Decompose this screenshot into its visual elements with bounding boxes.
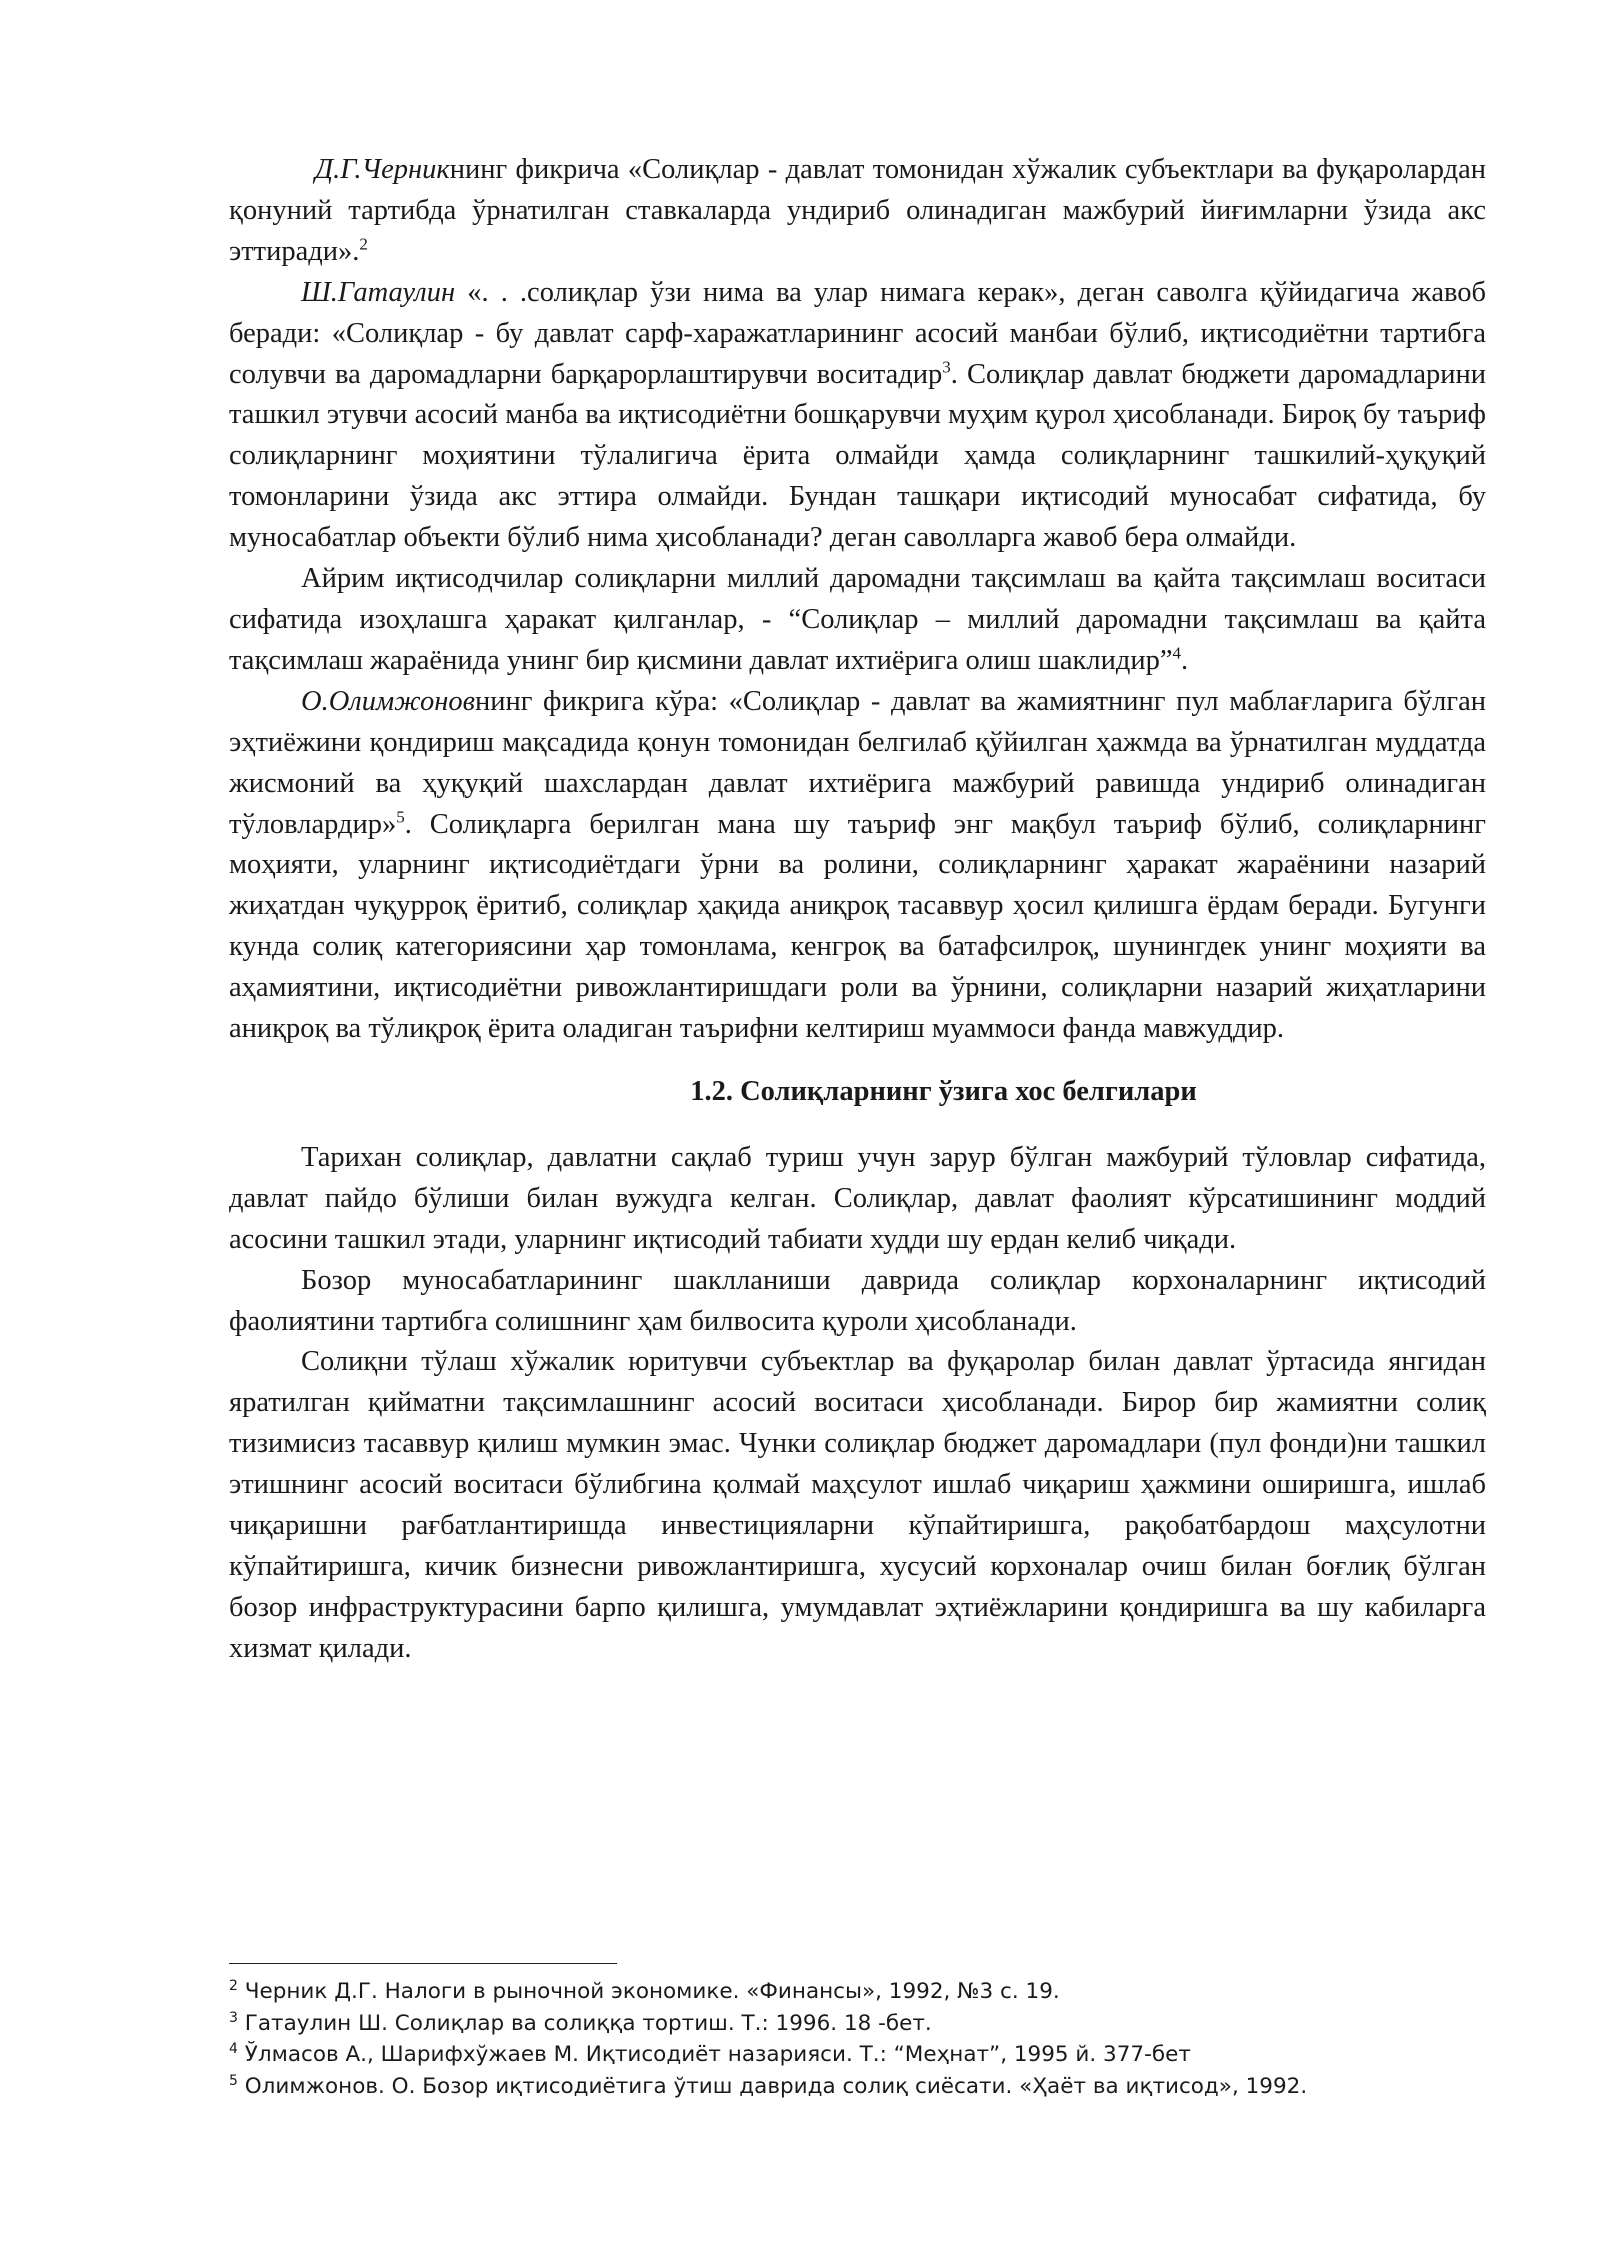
paragraph-text: нинг фикрига кўра: «Солиқлар - давлат ва жамиятнинг пул маблағларига бўлган эҳтиёжини қондириш мақсадида қонун томонидан белгилаб қўйилган ҳажмда ва ўрнатилган муддатда жисмоний ва ҳуқуқий шахслардан давлат ихтиёрига мажбурий равишда ундириб олинадиган тўловлардир» — [229, 685, 1486, 840]
footnote-3 — [229, 2008, 1486, 2040]
paragraph-section-1: Тарихан солиқлар, давлатни сақлаб туриш учун зарур бўлган мажбурий тўловлар сифатида, давлат пайдо бўлиши билан вужудга келган. Солиқлар, давлат фаолият кўрсатишининг моддий асосини ташкил этади, уларнинг иқтисодий табиати худди шу ердан келиб чиқади. — [229, 1141, 1486, 1255]
footnote-text: Гатаулин Ш. Солиқлар ва солиққа тортиш. Т.: 1996. 18 -бет. — [237, 2010, 932, 2036]
section-heading: 1.2. Солиқларнинг ўзига хос белгилари — [690, 1075, 1197, 1107]
paragraph-olimjonov — [229, 682, 1486, 1050]
footnote-number: 2 — [229, 1977, 238, 1994]
footnote-ref-3[interactable]: 3 — [942, 357, 951, 377]
author-name-gataulin: Ш.Гатаулин — [301, 276, 456, 308]
footnote-number: 4 — [229, 2040, 238, 2057]
spacer — [229, 1112, 1486, 1138]
author-name-olimjonov: О.Олимжонов — [301, 685, 475, 717]
paragraph-section-3: Солиқни тўлаш хўжалик юритувчи субъектлар ва фуқаролар билан давлат ўртасида янгидан яратилган қийматни тақсимлашнинг асосий воситаси ҳисобланади. Бирор бир жамиятни солиқ тизимисиз тасаввур қилиш мумкин эмас. Чунки солиқлар бюджет даромадлари (пул фонди)ни ташкил этишнинг асосий воситаси бўлибгина қолмай маҳсулот ишлаб чиқариш ҳажмини оширишга, ишлаб чиқаришни рағбатлантиришда инвестицияларни кўпайтиришга, рақобатбардош маҳсулотни кўпайтиришга, кичик бизнесни ривожлантиришга, хусусий корхоналар очиш билан боғлиқ бўлган бозор инфраструктурасини барпо қилишга, умумдавлат эҳтиёжларини қондиришга ва шу кабиларга хизмат қилади. — [229, 1346, 1486, 1664]
footnote-5 — [229, 2071, 1486, 2103]
paragraph-text: Айрим иқтисодчилар солиқларни миллий даромадни тақсимлаш ва қайта тақсимлаш воситаси сифатида изоҳлашга ҳаракат қилганлар, - “Солиқлар – миллий даромадни тақсимлаш ва қайта тақсимлаш жараёнида унинг бир қисмини давлат ихтиёрига олиш шаклидир” — [229, 563, 1486, 676]
paragraph-text: . Солиқларга берилган мана шу таъриф энг мақбул таъриф бўлиб, солиқларнинг моҳияти, уларнинг иқтисодиётдаги ўрни ва ролини, солиқларнинг ҳаракат жараёнини назарий жиҳатдан чуқурроқ ёритиб, солиқлар ҳақида аниқроқ тасаввур ҳосил қилишга ёрдам беради. Бугунги кунда солиқ категориясини ҳар томонлама, кенгроқ ва батафсилроқ, шунингдек унинг моҳияти ва аҳамиятини, иқтисодиётни ривожлантиришдаги роли ва ўрнини, солиқларни назарий жиҳатларини аниқроқ ва тўлиқроқ ёрита оладиган таърифни келтириш муаммоси фанда мавжуддир. — [229, 808, 1486, 1045]
footnote-separator — [229, 1963, 617, 1964]
footnote-4 — [229, 2039, 1486, 2071]
footnote-ref-2[interactable]: 2 — [359, 234, 368, 254]
paragraph-economists — [229, 559, 1486, 682]
footnote-ref-5[interactable]: 5 — [396, 807, 405, 826]
paragraph-gataulin — [229, 273, 1486, 559]
author-name-chernik: Д.Г.Черник — [315, 154, 450, 185]
paragraph-chernik — [229, 150, 1486, 273]
paragraph-text: нинг фикрича «Солиқлар - давлат томонидан хўжалик субъектлари ва фуқаролардан қонуний тартибда ўрнатилган ставкаларда ундириб олинадиган мажбурий йиғимларни ўзида акс эттиради». — [229, 154, 1486, 267]
footnote-2 — [229, 1976, 1486, 2008]
footnote-text: Олимжонов. О. Бозор иқтисодиётига ўтиш даврида солиқ сиёсати. «Ҳаёт ва иқтисод», 1992. — [237, 2073, 1308, 2099]
footnote-text: Ўлмасов А., Шарифхўжаев М. Иқтисодиёт назарияси. Т.: “Меҳнат”, 1995 й. 377-бет — [237, 2042, 1191, 2067]
footnote-ref-4[interactable]: 4 — [1172, 643, 1182, 663]
footnote-number: 5 — [229, 2072, 238, 2089]
paragraph-text: . Солиқлар давлат бюджети даромадларини ташкил этувчи асосий манба ва иқтисодиётни бошқарувчи муҳим қурол ҳисобланади. Бироқ бу таъриф солиқларнинг моҳиятини тўлалигича ёрита олмайди ҳамда солиқларнинг ташкилий-ҳуқуқий томонларини ўзида акс эттира олмайди. Бундан ташқари иқтисодий муносабат сифатида, бу муносабатлар объекти бўлиб нима ҳисобланади? деган саволларга жавоб бера олмайди. — [229, 358, 1486, 554]
paragraph-text: «. . .солиқлар ўзи нима ва улар нимага керак», деган саволга қўйидагича жавоб беради: «Солиқлар - бу давлат сарф-харажатларининг асосий манбаи бўлиб, иқтисодиётни тартибга солувчи ва даромадларни барқарорлаштирувчи воситадир — [229, 276, 1486, 390]
footnote-number: 3 — [229, 2009, 238, 2026]
footnotes — [229, 1963, 1486, 2102]
footnote-text: Черник Д.Г. Налоги в рыночной экономике. «Финансы», 1992, №3 с. 19. — [237, 1979, 1060, 2004]
document-page — [229, 150, 1486, 1670]
paragraph-section-2: Бозор муносабатларининг шаклланиши даврида солиқлар корхоналарнинг иқтисодий фаолиятини тартибга солишнинг ҳам билвосита қуроли ҳисобланади. — [229, 1264, 1486, 1337]
paragraph-text: . — [1181, 644, 1189, 676]
